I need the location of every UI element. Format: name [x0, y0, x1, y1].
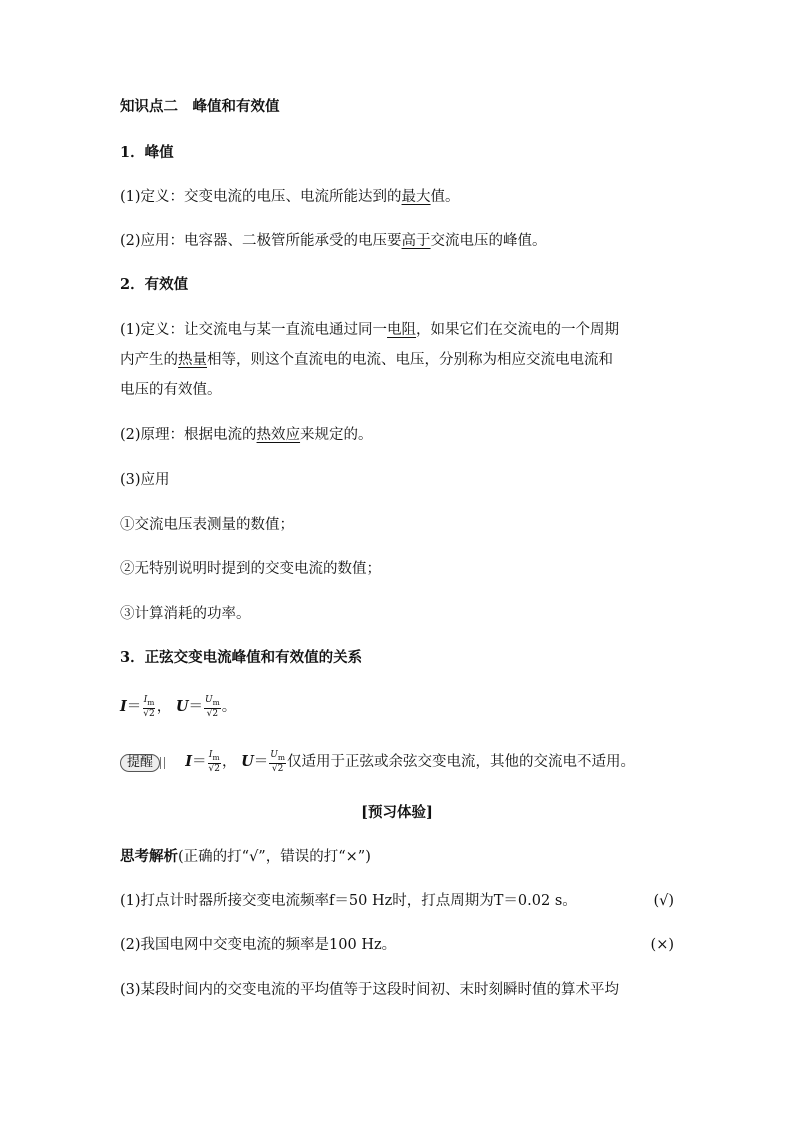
- text: (1)定义：交变电流的电压、电流所能达到的: [120, 189, 402, 205]
- sqrt2: √2: [271, 763, 284, 774]
- var-Um: U: [205, 695, 213, 705]
- section-title: 知识点二 峰值和有效值: [120, 98, 280, 115]
- tip-line: [120, 750, 635, 774]
- effective-app-heading: (3)应用: [120, 472, 170, 488]
- preview-title: [预习体验]: [361, 804, 433, 821]
- sqrt2: √2: [206, 708, 219, 719]
- equals: ＝: [253, 753, 269, 770]
- var-U: U: [175, 697, 189, 715]
- text: ，如果它们在交流电的一个周期: [416, 322, 620, 338]
- app-item-1: ①交流电压表测量的数值；: [120, 517, 294, 533]
- question-1: (1)打点计时器所接交变电流频率f＝50 Hz时，打点周期为T＝0.02 s。: [120, 893, 577, 909]
- heading-peak: 1．峰值: [120, 144, 174, 161]
- var-Im: I: [208, 750, 213, 760]
- app-item-2: ②无特别说明时提到的交变电流的数值；: [120, 561, 381, 577]
- question-3: (3)某段时间内的交变电流的平均值等于这段时间初、末时刻瞬时值的算术平均: [120, 982, 620, 998]
- underlined-answer: 热效应: [256, 427, 301, 443]
- fraction-Um-sqrt2: [269, 750, 286, 774]
- sep: ，: [222, 753, 237, 770]
- var-Im: I: [143, 695, 148, 705]
- underlined-answer: 最大: [401, 189, 431, 205]
- formula-line: [120, 695, 236, 719]
- equals: ＝: [192, 753, 207, 770]
- text: 来规定的。: [300, 427, 373, 443]
- heading-effective: 2．有效值: [120, 276, 189, 293]
- fraction-Im-sqrt2: [142, 695, 155, 719]
- text: (1)定义：让交流电与某一直流电通过同一: [120, 322, 388, 338]
- var-Um: U: [270, 750, 278, 760]
- sep: ，: [156, 698, 172, 715]
- sqrt2: √2: [208, 763, 220, 774]
- equals: ＝: [126, 698, 142, 715]
- lead-rest: (正确的打“√”，错误的打“×”): [178, 849, 371, 865]
- fraction-Im-sqrt2: [208, 750, 221, 774]
- question-2: (2)我国电网中交变电流的频率是100 Hz。: [120, 937, 397, 953]
- text: 内产生的: [120, 352, 178, 368]
- tip-tail: 仅适用于正弦或余弦交变电流，其他的交流电不适用。: [286, 753, 635, 770]
- text: 交流电压的峰值。: [430, 233, 547, 249]
- sqrt2: √2: [143, 708, 155, 719]
- text: 相等，则这个直流电的电流、电压，分别称为相应交流电电流和: [207, 352, 613, 368]
- peak-application: [120, 231, 547, 251]
- end: 。: [221, 698, 237, 715]
- effective-definition-line3: 电压的有效值。: [120, 382, 222, 398]
- app-item-3: ③计算消耗的功率。: [120, 606, 251, 622]
- peak-definition: [120, 187, 460, 207]
- heading-relation: 3．正弦交变电流峰值和有效值的关系: [120, 649, 363, 666]
- sub-m: m: [147, 697, 155, 707]
- text: (2)应用：电容器、二极管所能承受的电压要: [120, 233, 402, 249]
- var-I: I: [120, 697, 127, 715]
- var-U: U: [241, 752, 254, 770]
- text: (2)原理：根据电流的: [120, 427, 257, 443]
- effective-definition-line2: [120, 350, 613, 370]
- question-1-mark: (√): [653, 893, 674, 909]
- effective-principle: [120, 425, 373, 445]
- underlined-answer: 热量: [178, 352, 207, 368]
- fraction-Um-sqrt2: [204, 695, 221, 719]
- sub-m: m: [212, 697, 220, 707]
- underlined-answer: 高于: [401, 233, 431, 249]
- underlined-answer: 电阻: [387, 322, 417, 338]
- tip-badge: 提醒: [120, 754, 160, 772]
- equals: ＝: [188, 698, 204, 715]
- sub-m: m: [212, 752, 220, 762]
- question-2-mark: (×): [650, 937, 674, 953]
- effective-definition-line1: [120, 320, 619, 340]
- var-I: I: [185, 752, 193, 770]
- sub-m: m: [277, 752, 285, 762]
- lead-bold: 思考解析: [120, 848, 178, 865]
- text: 值。: [430, 189, 460, 205]
- preview-lead: [120, 847, 371, 867]
